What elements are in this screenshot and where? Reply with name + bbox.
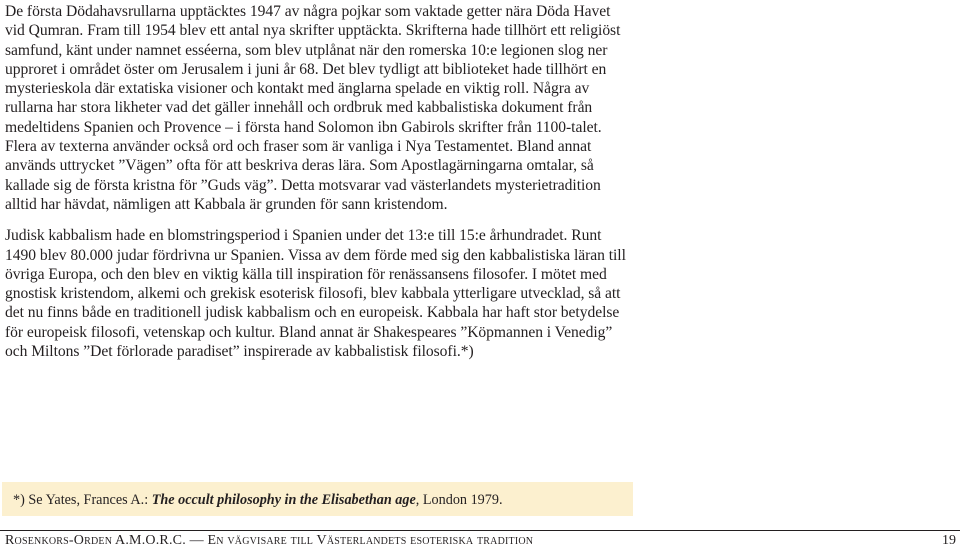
footnote [2,482,633,516]
body-paragraph-2: Judisk kabbalism hade en blomstringsperiod i Spanien under det 13:e till 15:e århundradet. Runt 1490 blev 80.000 judar fördrivna ur Spanien. Vissa av dem förde med sig den kabbalistiska läran till övriga Europa, och den blev en viktig källa till inspiration för renässansens filosofer. I mötet med gnostisk kristendom, alkemi och grekisk esoterisk filosofi, blev kabbala ytterligare utvecklad, så att det nu finns både en traditionell judisk kabbalism och en europeisk. Kabbala har haft stor betydelse för europeisk filosofi, vetenskap och kultur. Bland annat är Shakespeares ”Köpmannen i Venedig” och Miltons ”Det förlorade paradiset” inspirerade av kabbalistisk filosofi.*) [5,227,626,361]
body-paragraph-1: De första Dödahavsrullarna upptäcktes 1947 av några pojkar som vaktade getter nära Döda Havet vid Qumran. Fram till 1954 blev ett antal nya skrifter upptäckta. Skrifterna hade tillhört ett religiöst samfund, känt under namnet esséerna, som blev utplånat när den romerska 10:e legionen slog ner upproret i området öster om Jerusalem i juni år 68. Det blev tydligt att biblioteket hade tillhört en mysterieskola där extatiska visioner och kontakt med änglarna spelade en viktig roll. Några av rullarna har stora likheter vad det gäller innehåll och ordbruk med kabbalistiska dokument från medeltidens Spanien och Provence – i första hand Solomon ibn Gabirols skrifter från 1100-talet. Flera av texterna använder också ord och fraser som är vanliga i Nya Testamentet. Bland annat används uttrycket ”Vägen” ofta för att beskriva deras lära. Som Apostlagärningarna omtalar, så kallade sig de första kristna för ”Guds väg”. Detta motsvarar vad västerlandets mysterietradition alltid har hävdat, nämligen att Kabbala är grunden för sann kristendom. [5,3,621,213]
document-page [5,0,633,361]
page-number: 19 [942,533,956,548]
footnote-prefix: *) Se Yates, Frances A.: [13,492,152,508]
footnote-suffix: , London 1979. [415,492,503,508]
footnote-book-title: The occult philosophy in the Elisabethan age [151,492,416,508]
footer-divider [0,530,960,531]
running-footer-title: Rosenkors-Orden A.M.O.R.C. — En vägvisare till Västerlandets esoteriska tradition [5,533,534,548]
